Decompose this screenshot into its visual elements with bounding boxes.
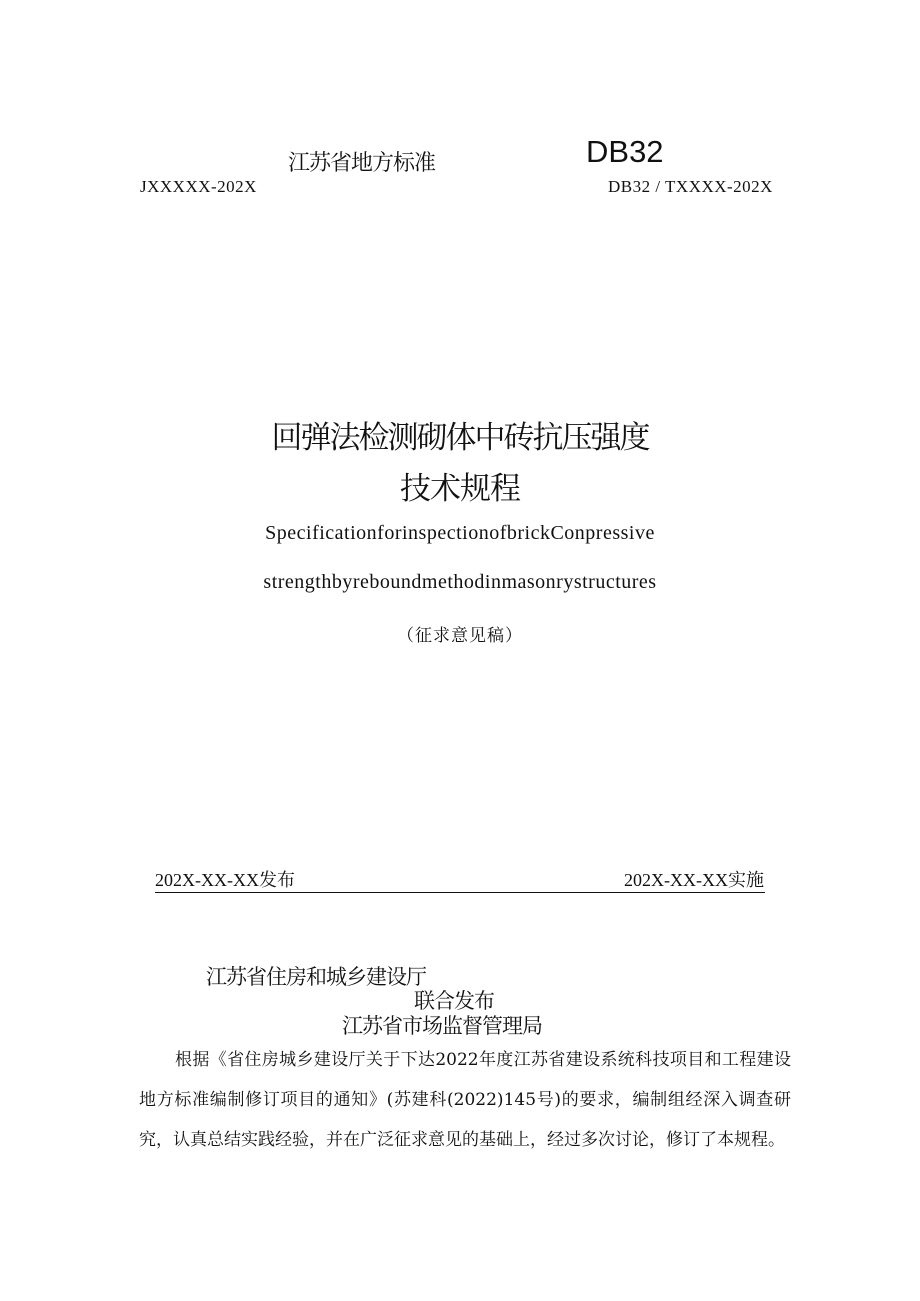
foreword-paragraph: 根据《省住房城乡建设厅关于下达2022年度江苏省建设系统科技项目和工程建设地方标准编制修订项目的通知》(苏建科(2022)145号)的要求，编制组经深入调查研究，认真总结实践经验，并在广泛征求意见的基础上，经过多次讨论，修订了本规程。 xyxy=(139,1050,791,1150)
joint-publish-label: 联合发布 xyxy=(414,989,494,1013)
implementation-date: 202X-XX-XX实施 xyxy=(624,870,764,890)
record-number: JXXXXX-202X xyxy=(140,177,257,196)
publisher-housing-department: 江苏省住房和城乡建设厅 xyxy=(206,965,426,989)
document-title-cn-line1: 回弹法检测砌体中砖抗压强度 xyxy=(271,420,649,456)
document-title-en-line1: SpecificationforinspectionofbrickConpressive xyxy=(265,522,655,544)
header-title: 江苏省地方标准 xyxy=(288,151,436,176)
draft-note: （征求意见稿） xyxy=(397,626,523,646)
document-title-en-line2: strengthbyreboundmethodinmasonrystructures xyxy=(263,571,657,593)
publisher-market-regulation: 江苏省市场监督管理局 xyxy=(342,1014,542,1038)
standard-number: DB32 / TXXXX-202X xyxy=(608,177,773,196)
release-date: 202X-XX-XX发布 xyxy=(155,870,295,890)
standard-code: DB32 xyxy=(586,134,664,169)
document-title-cn-line2: 技术规程 xyxy=(400,471,520,507)
